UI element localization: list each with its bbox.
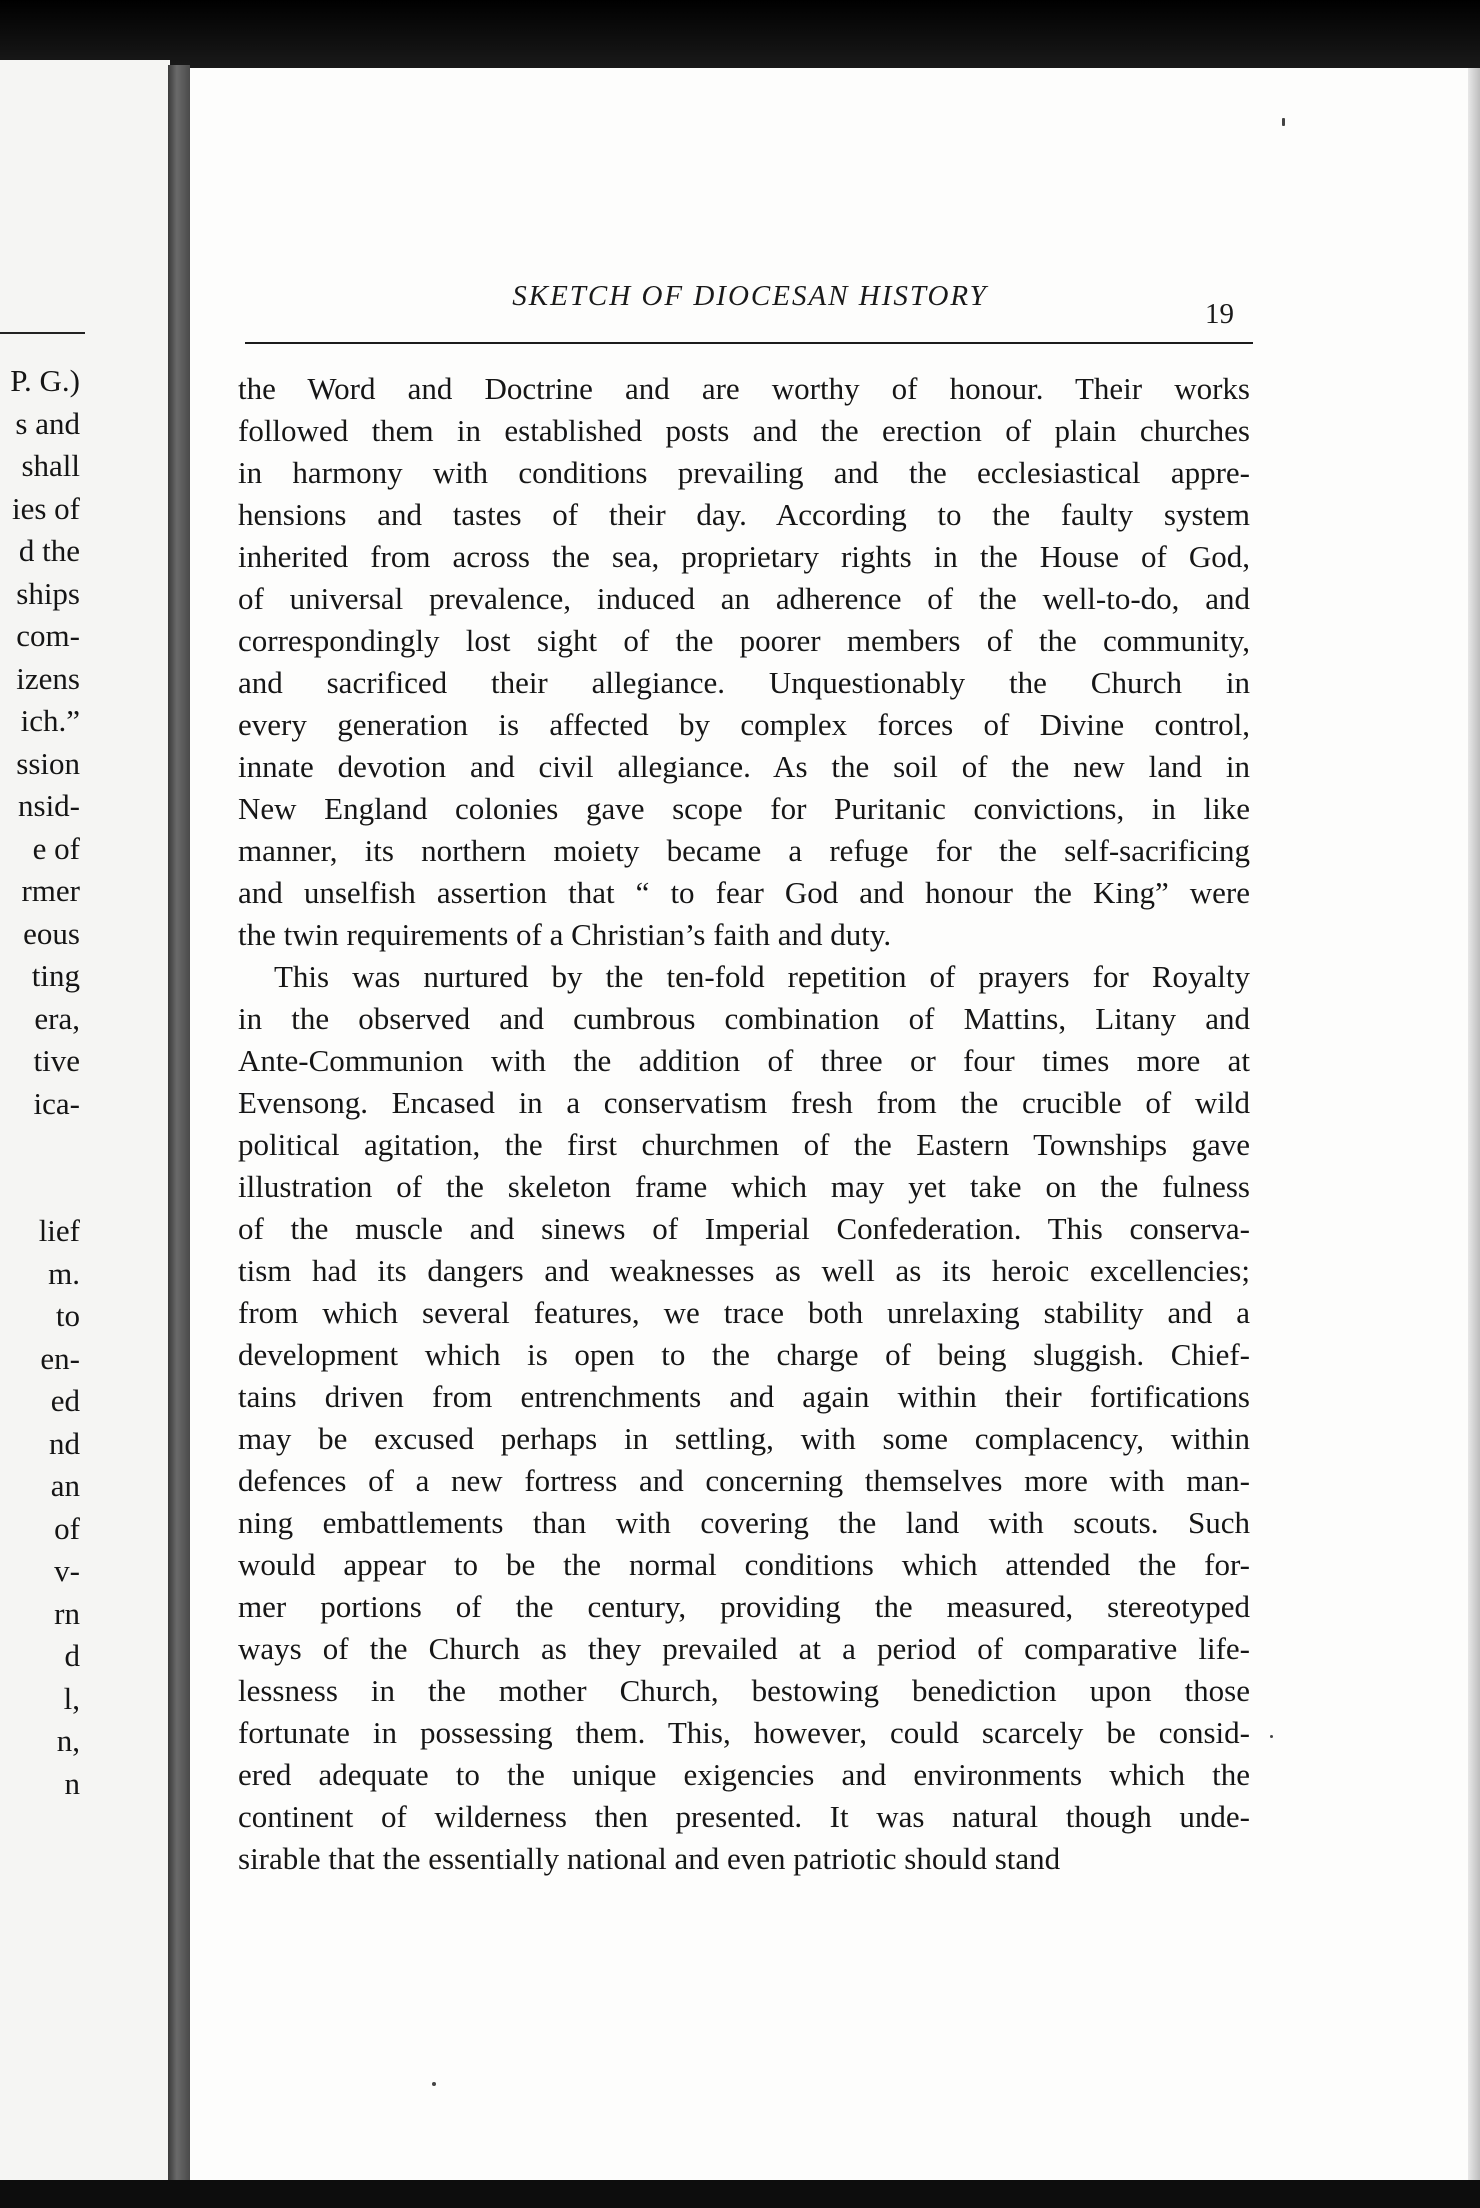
text-line: of universal prevalence, induced an adherence of the well-to-do, and (238, 581, 1250, 616)
text-line: and sacrificed their allegiance. Unquestionably the Church in (238, 665, 1250, 700)
text-line: tains driven from entrenchments and again within their fortifications (238, 1379, 1250, 1414)
left-page-line: ting (31, 958, 80, 993)
left-page-line: P. G.) (10, 363, 80, 398)
scan-speck (1282, 118, 1285, 126)
text-line: ways of the Church as they prevailed at a period of comparative life- (238, 1631, 1250, 1666)
left-page-line: lief (38, 1213, 80, 1248)
left-page-line: en- (40, 1340, 80, 1376)
text-line: and unselfish assertion that “ to fear God and honour the King” were (238, 875, 1250, 910)
book-gutter (168, 65, 190, 2180)
left-page-line: v- (54, 1553, 80, 1588)
left-page-line: ed (50, 1383, 80, 1418)
left-page-line: ica- (33, 1085, 80, 1121)
page-number: 19 (1205, 298, 1234, 330)
text-line: Evensong. Encased in a conservatism fresh from the crucible of wild (238, 1085, 1250, 1120)
page-edge-shadow (1468, 68, 1480, 2188)
left-page-line: izens (16, 660, 80, 696)
text-line: This was nurtured by the ten-fold repetition of prayers for Royalty (274, 959, 1250, 994)
left-page-line: e of (32, 830, 80, 866)
running-head: SKETCH OF DIOCESAN HISTORY (512, 280, 988, 312)
left-page-line: com- (16, 618, 80, 653)
left-page-line: rmer (21, 873, 80, 908)
text-line: tism had its dangers and weaknesses as well as its heroic excellencies; (238, 1253, 1250, 1288)
text-line: New England colonies gave scope for Puritanic convictions, in like (238, 791, 1250, 826)
text-line: followed them in established posts and the erection of plain churches (238, 413, 1250, 448)
left-page-line: nsid- (18, 788, 80, 823)
left-page-line: d the (18, 533, 80, 568)
text-line: of the muscle and sinews of Imperial Confederation. This conserva- (238, 1211, 1250, 1246)
text-line: development which is open to the charge of being sluggish. Chief- (238, 1337, 1250, 1372)
text-line: ning embattlements than with covering the land with scouts. Such (238, 1505, 1250, 1540)
text-line: would appear to be the normal conditions which attended the for- (238, 1547, 1250, 1582)
text-line: ered adequate to the unique exigencies and environments which the (238, 1757, 1250, 1792)
left-page-line: eous (23, 915, 80, 951)
left-page-line: rn (54, 1595, 80, 1631)
left-page-line: d (64, 1638, 80, 1673)
text-line: may be excused perhaps in settling, with some complacency, within (238, 1421, 1250, 1456)
text-line: in harmony with conditions prevailing and the ecclesiastical appre- (238, 455, 1250, 490)
scanner-background-top (0, 0, 1480, 70)
text-line: in the observed and cumbrous combination of Mattins, Litany and (238, 1001, 1250, 1036)
text-line: sirable that the essentially national and even patriotic should stand (238, 1841, 1061, 1876)
left-page-line: n, (56, 1723, 80, 1758)
text-line: illustration of the skeleton frame which may yet take on the fulness (238, 1169, 1250, 1204)
text-line: defences of a new fortress and concerning themselves more with man- (238, 1463, 1250, 1498)
left-page-head-rule (0, 332, 85, 334)
body-text (238, 368, 1250, 1880)
left-page-line: ships (16, 575, 80, 611)
text-line: correspondingly lost sight of the poorer members of the community, (238, 623, 1250, 658)
text-line: lessness in the mother Church, bestowing benediction upon those (238, 1673, 1250, 1708)
left-page-line: n (64, 1765, 80, 1801)
left-page-line: ich.” (20, 703, 80, 738)
text-line: every generation is affected by complex forces of Divine control, (238, 707, 1250, 742)
text-line: continent of wilderness then presented. It was natural though unde- (238, 1799, 1250, 1834)
text-line: mer portions of the century, providing the measured, stereotyped (238, 1589, 1250, 1624)
scanner-background-bottom (0, 2180, 1480, 2208)
text-line: hensions and tastes of their day. According to the faulty system (238, 497, 1250, 532)
left-page-line: tive (33, 1043, 80, 1078)
left-page-line: m. (48, 1255, 80, 1291)
left-page-line: l, (63, 1680, 80, 1716)
running-head-rule (245, 342, 1253, 344)
left-page-line: era, (34, 1000, 80, 1036)
text-line: manner, its northern moiety became a refuge for the self-sacrificing (238, 833, 1250, 868)
left-page-line: to (55, 1298, 80, 1333)
left-page-line: s and (15, 405, 80, 441)
left-page-line: nd (49, 1425, 80, 1461)
text-line: from which several features, we trace both unrelaxing stability and a (238, 1295, 1250, 1330)
left-page-line: shall (21, 448, 80, 483)
text-line: Ante-Communion with the addition of three or four times more at (238, 1043, 1250, 1078)
left-page-line: of (54, 1510, 80, 1546)
scan-speck (432, 2082, 436, 2086)
text-line: fortunate in possessing them. This, however, could scarcely be consid- (238, 1715, 1250, 1750)
text-line: the twin requirements of a Christian’s faith and duty. (238, 917, 892, 952)
left-page-line: an (50, 1468, 80, 1503)
text-line: political agitation, the first churchmen of the Eastern Townships gave (238, 1127, 1250, 1162)
left-page-line: ies of (11, 490, 80, 526)
left-page (0, 60, 170, 2180)
text-line: innate devotion and civil allegiance. As the soil of the new land in (238, 749, 1250, 784)
scan-speck (1270, 1735, 1273, 1738)
text-line: inherited from across the sea, proprietary rights in the House of God, (238, 539, 1250, 574)
left-page-line: ssion (16, 745, 80, 781)
text-line: the Word and Doctrine and are worthy of honour. Their works (238, 371, 1250, 406)
